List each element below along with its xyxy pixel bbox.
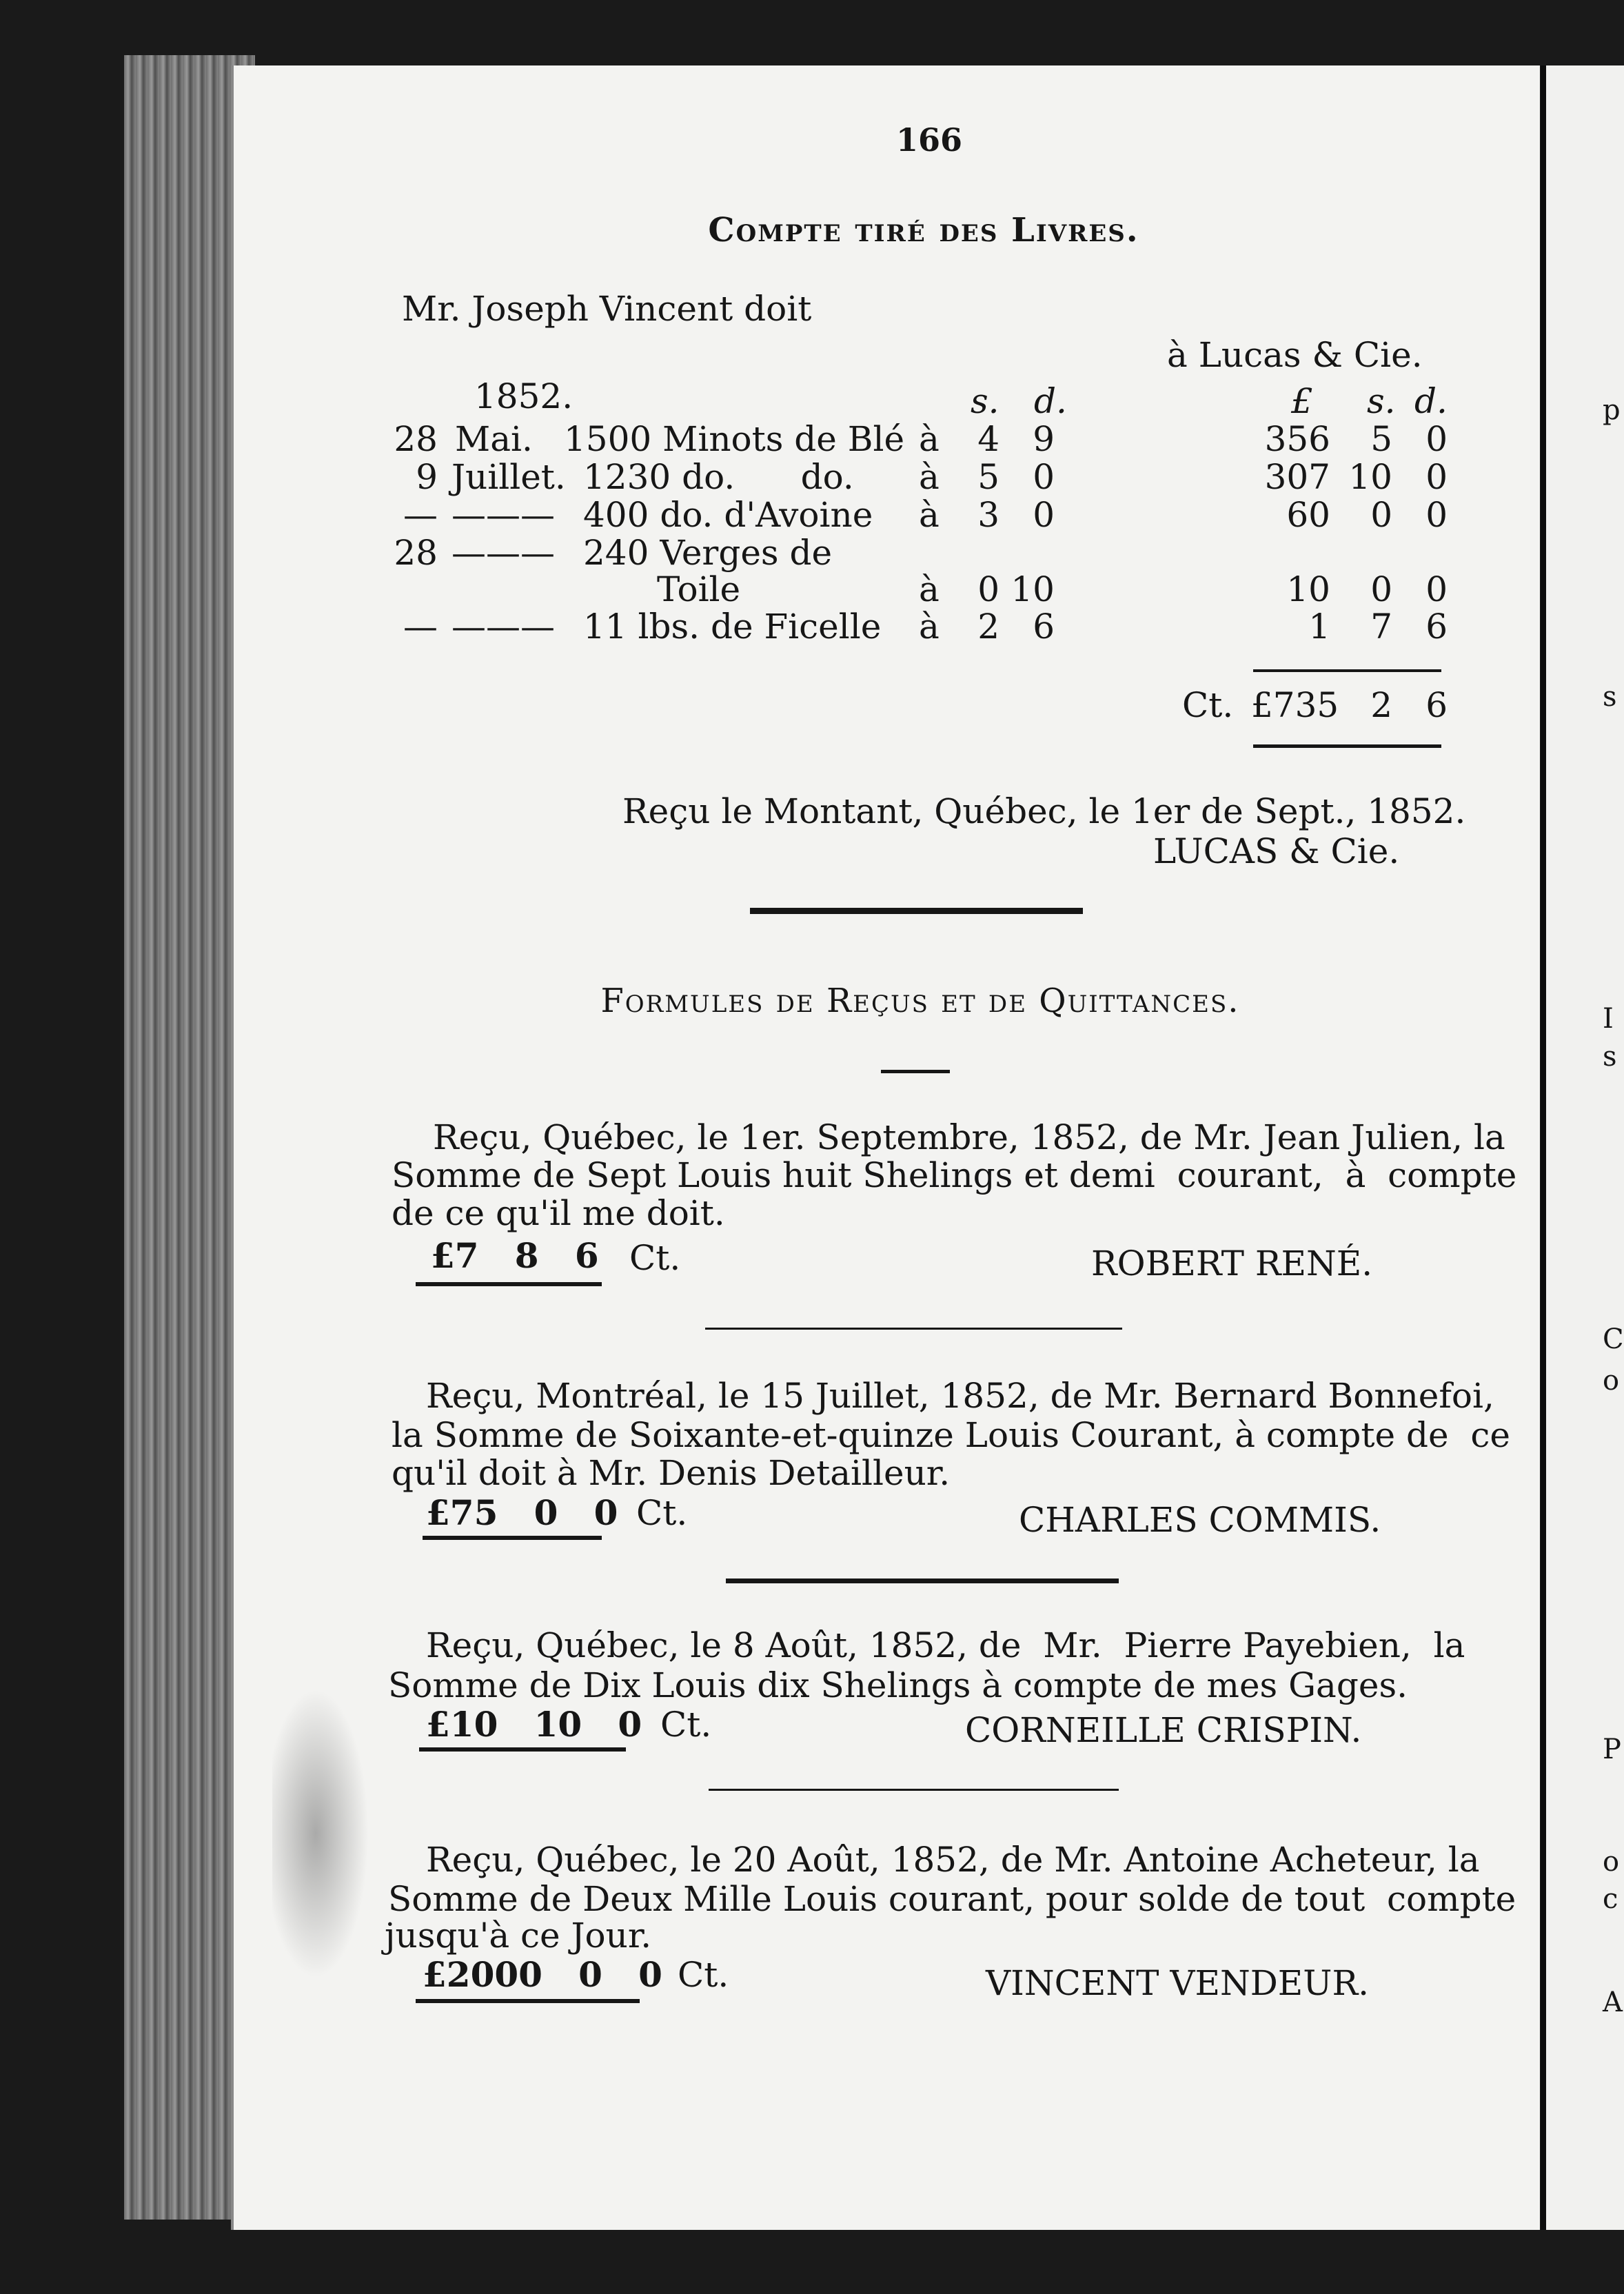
margin-fragment: o [1603,1846,1620,1878]
row-price-s: 5 [977,457,999,497]
row-month: Mai. [455,419,533,459]
receipt-signature: ROBERT RENÉ. [1091,1244,1373,1283]
row-total-d: 0 [1425,569,1448,609]
row-total-d: 0 [1425,419,1448,459]
row-price-d: 0 [1033,457,1055,497]
receipt-signature: VINCENT VENDEUR. [986,1963,1369,2003]
account-receipt-line: Reçu le Montant, Québec, le 1er de Sept., 1852. [622,791,1466,831]
row-price-d: 6 [1033,607,1055,647]
receipt-line: de ce qu'il me doit. [392,1193,725,1233]
row-total-s: 0 [1370,495,1392,535]
amount-underline [423,1536,602,1540]
row-price-d: 10 [1011,569,1055,609]
receipt-line: Reçu, Québec, le 1er. Septembre, 1852, de Mr. Jean Julien, la [433,1117,1505,1157]
row-day: — [403,607,438,647]
margin-fragment: s [1603,681,1617,713]
debtor-line: Mr. Joseph Vincent doit [402,289,812,329]
row-total-pounds: 307 [1264,457,1330,497]
receipt-line: Somme de Sept Louis huit Shelings et demi courant, à compte [392,1155,1517,1195]
year: 1852. [474,376,574,416]
col-header-pound: £ [1291,381,1313,421]
row-total-pounds: 1 [1308,607,1330,647]
receipt-line: Somme de Dix Louis dix Shelings à compte de mes Gages. [388,1665,1408,1705]
receipt-ct: Ct. [660,1705,712,1745]
receipt-line: Somme de Deux Mille Louis courant, pour solde de tout compte [388,1879,1516,1919]
water-stain [272,1689,369,1978]
row-at: à [919,457,940,497]
row-desc: 1500 Minots de Blé [564,419,905,459]
row-month: ——— [451,495,555,535]
receipt-line: jusqu'à ce Jour. [385,1916,652,1956]
row-desc: 240 Verges de [583,533,833,573]
row-desc: 1230 do. do. [583,457,854,497]
amount-underline [416,1282,602,1286]
row-total-pounds: 356 [1264,419,1330,459]
row-total-pounds: 60 [1286,495,1330,535]
account-signature: LUCAS & Cie. [1153,831,1400,871]
row-day: 9 [416,457,438,497]
receipt-line: Reçu, Québec, le 20 Août, 1852, de Mr. Antoine Acheteur, la [426,1840,1480,1880]
row-price-s: 4 [977,419,999,459]
amount-underline [419,1747,626,1752]
receipt-line: Reçu, Montréal, le 15 Juillet, 1852, de Mr. Bernard Bonnefoi, [426,1376,1494,1416]
row-total-s: 5 [1370,419,1392,459]
row-price-s: 3 [977,495,999,535]
receipt-signature: CHARLES COMMIS. [1019,1500,1381,1540]
total-d: 6 [1425,685,1448,725]
receipt-line: la Somme de Soixante-et-quinze Louis Courant, à compte de ce [392,1415,1510,1455]
row-price-s: 0 [977,569,999,609]
row-month: Juillet. [451,457,566,497]
row-month: ——— [451,607,555,647]
section-title: Formules de Reçus et de Quittances. [600,982,1240,1020]
total-label: Ct. [1182,685,1234,725]
row-price-d: 9 [1033,419,1055,459]
row-day: 28 [394,419,438,459]
total-s: 2 [1370,685,1392,725]
margin-fragment: P [1603,1734,1621,1765]
col-header-d: d. [1034,381,1067,421]
row-at: à [919,607,940,647]
row-at: à [919,419,940,459]
receipt-amount: £2000 0 0 [423,1954,662,1995]
short-divider [881,1070,950,1073]
receipt-amount: £75 0 0 [426,1492,618,1533]
row-total-s: 10 [1348,457,1392,497]
margin-fragment: I [1603,1003,1614,1035]
receipt-divider [705,1328,1122,1330]
section-divider [750,908,1083,914]
col-header-s2: s. [1367,381,1396,421]
receipt-ct: Ct. [629,1238,681,1278]
col-header-d2: d. [1414,381,1448,421]
row-desc: 11 lbs. de Ficelle [583,607,882,647]
row-total-s: 7 [1370,607,1392,647]
row-total-s: 0 [1370,569,1392,609]
margin-fragment: s [1603,1041,1617,1073]
receipt-divider [709,1789,1119,1791]
margin-fragment: c [1603,1883,1618,1915]
receipt-line: qu'il doit à Mr. Denis Detailleur. [392,1453,951,1493]
row-at: à [919,495,940,535]
row-at: à [919,569,940,609]
creditor-line: à Lucas & Cie. [1167,335,1423,375]
row-desc: Toile [657,569,741,609]
margin-fragment: C [1603,1323,1624,1355]
receipt-ct: Ct. [636,1493,688,1533]
total-double-rule [1253,744,1441,748]
row-price-d: 0 [1033,495,1055,535]
row-total-d: 0 [1425,495,1448,535]
receipt-signature: CORNEILLE CRISPIN. [965,1710,1362,1750]
receipt-amount: £10 10 0 [426,1704,642,1745]
row-total-pounds: 10 [1286,569,1330,609]
row-day: — [403,495,438,535]
row-day: 28 [394,533,438,573]
receipt-ct: Ct. [678,1955,729,1995]
account-title: Compte tiré des Livres. [708,211,1139,250]
row-price-s: 2 [977,607,999,647]
margin-fragment: o [1603,1365,1620,1397]
row-desc: 400 do. d'Avoine [583,495,873,535]
row-total-d: 0 [1425,457,1448,497]
page-number: 166 [896,121,963,159]
receipt-amount: £7 8 6 [431,1235,599,1276]
receipt-divider [726,1579,1119,1583]
sum-rule [1253,669,1441,672]
total-pounds: £735 [1251,685,1339,725]
margin-fragment: p [1603,394,1621,426]
receipt-line: Reçu, Québec, le 8 Août, 1852, de Mr. Pierre Payebien, la [426,1625,1465,1665]
row-month: ——— [451,533,555,573]
margin-fragment: A [1603,1987,1623,2018]
amount-underline [416,1999,640,2003]
row-total-d: 6 [1425,607,1448,647]
col-header-s: s. [971,381,999,421]
